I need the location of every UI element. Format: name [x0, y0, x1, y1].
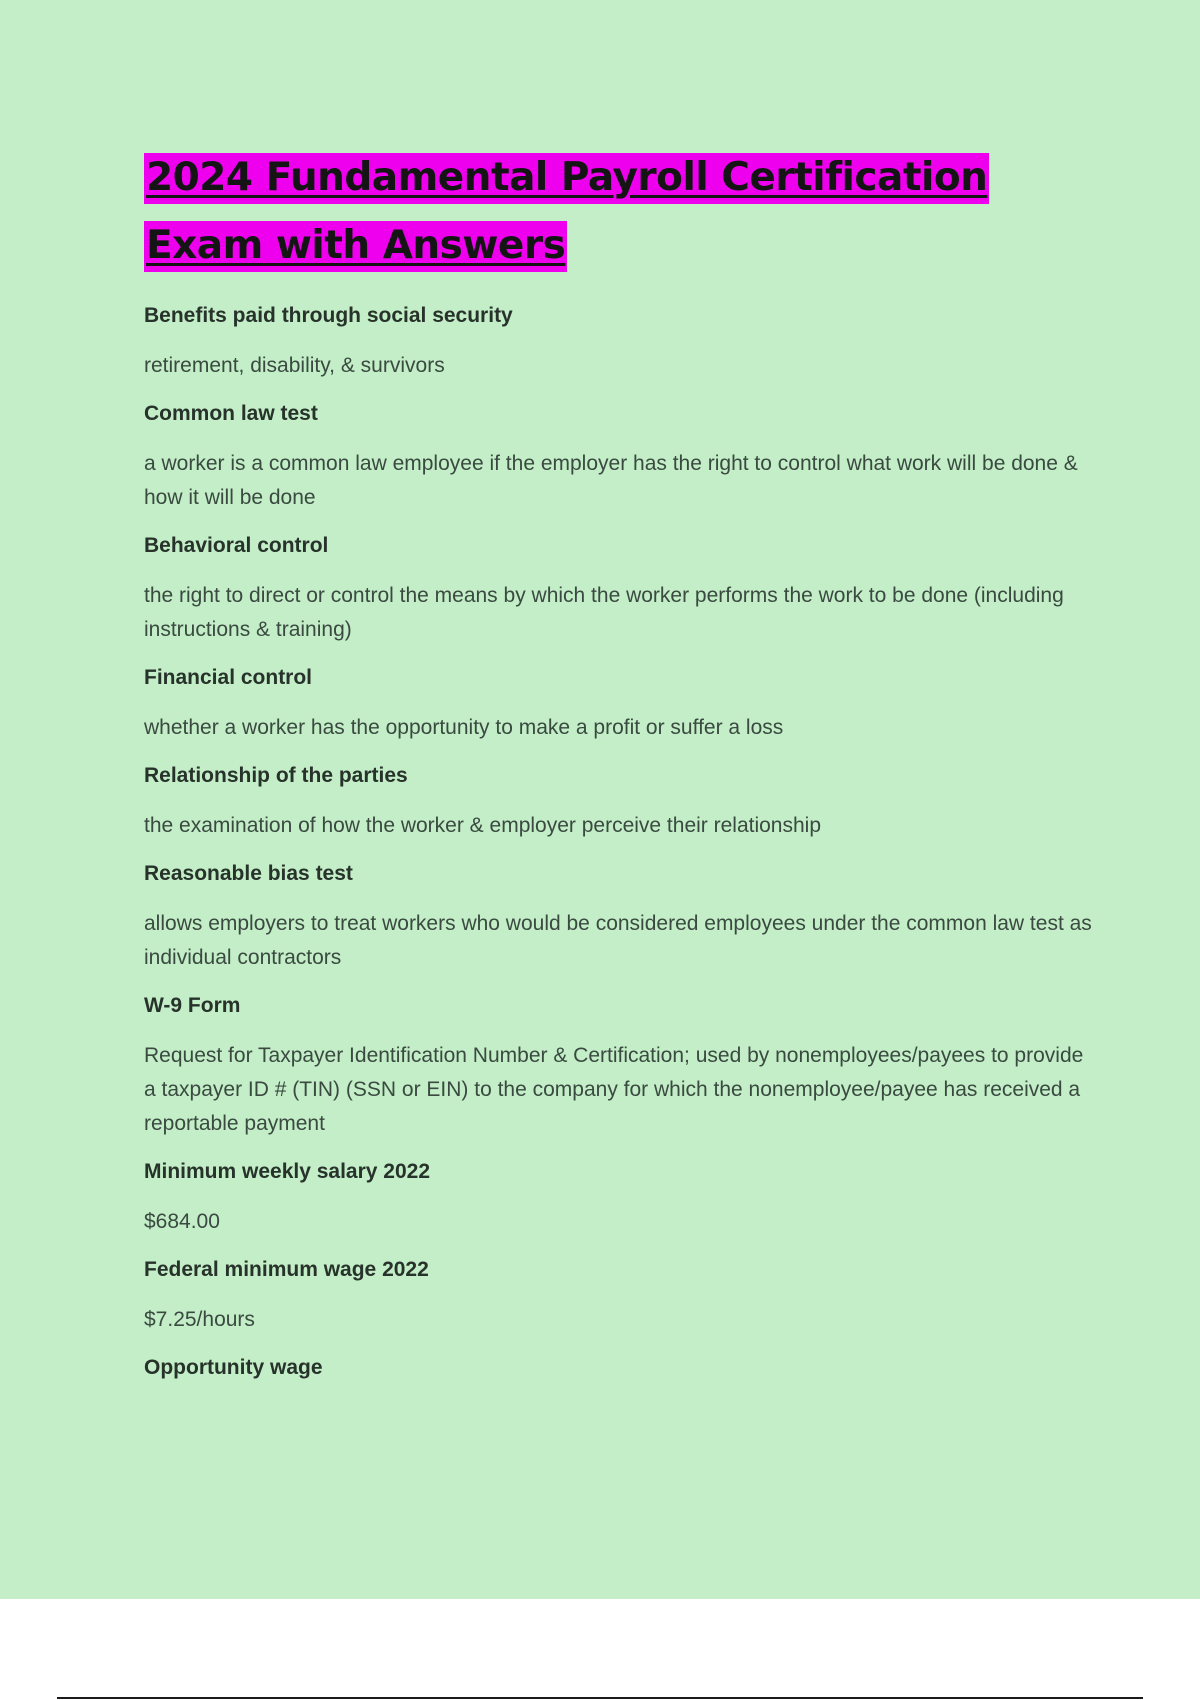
- document-body: [144, 144, 1094, 1404]
- answer-federal-minimum-wage: $7.25/hours: [144, 1308, 255, 1331]
- answer-common-law-test: a worker is a common law employee if the employer has the right to control what work will be done & how it will be done: [144, 452, 1078, 509]
- qa-list: [144, 302, 1094, 1382]
- term-relationship-of-parties: Relationship of the parties: [144, 764, 408, 787]
- term-minimum-weekly-salary: Minimum weekly salary 2022: [144, 1160, 430, 1183]
- title-line-1: 2024 Fundamental Payroll Certification: [144, 153, 989, 204]
- answer-financial-control: whether a worker has the opportunity to make a profit or suffer a loss: [144, 716, 784, 739]
- term-financial-control: Financial control: [144, 666, 313, 689]
- title-line-2: Exam with Answers: [144, 221, 567, 272]
- term-federal-minimum-wage: Federal minimum wage 2022: [144, 1258, 429, 1281]
- document-title: [144, 144, 1094, 280]
- answer-reasonable-bias-test: allows employers to treat workers who would be considered employees under the common law test as individual contractors: [144, 912, 1092, 969]
- term-behavioral-control: Behavioral control: [144, 534, 329, 557]
- term-opportunity-wage: Opportunity wage: [144, 1356, 323, 1379]
- answer-behavioral-control: the right to direct or control the means by which the worker performs the work to be done (including instructions & training): [144, 584, 1064, 641]
- answer-minimum-weekly-salary: $684.00: [144, 1210, 220, 1233]
- term-common-law-test: Common law test: [144, 402, 318, 425]
- answer-social-security-benefits: retirement, disability, & survivors: [144, 354, 445, 377]
- term-reasonable-bias-test: Reasonable bias test: [144, 862, 353, 885]
- answer-relationship-of-parties: the examination of how the worker & employer perceive their relationship: [144, 814, 822, 837]
- term-w9-form: W-9 Form: [144, 994, 241, 1017]
- term-social-security-benefits: Benefits paid through social security: [144, 304, 513, 327]
- footer-rule: [57, 1697, 1143, 1699]
- answer-w9-form: Request for Taxpayer Identification Number & Certification; used by nonemployees/payees to provide a taxpayer ID # (TIN) (SSN or EIN) to the company for which the nonemployee/payee has received a reportable payment: [144, 1044, 1084, 1135]
